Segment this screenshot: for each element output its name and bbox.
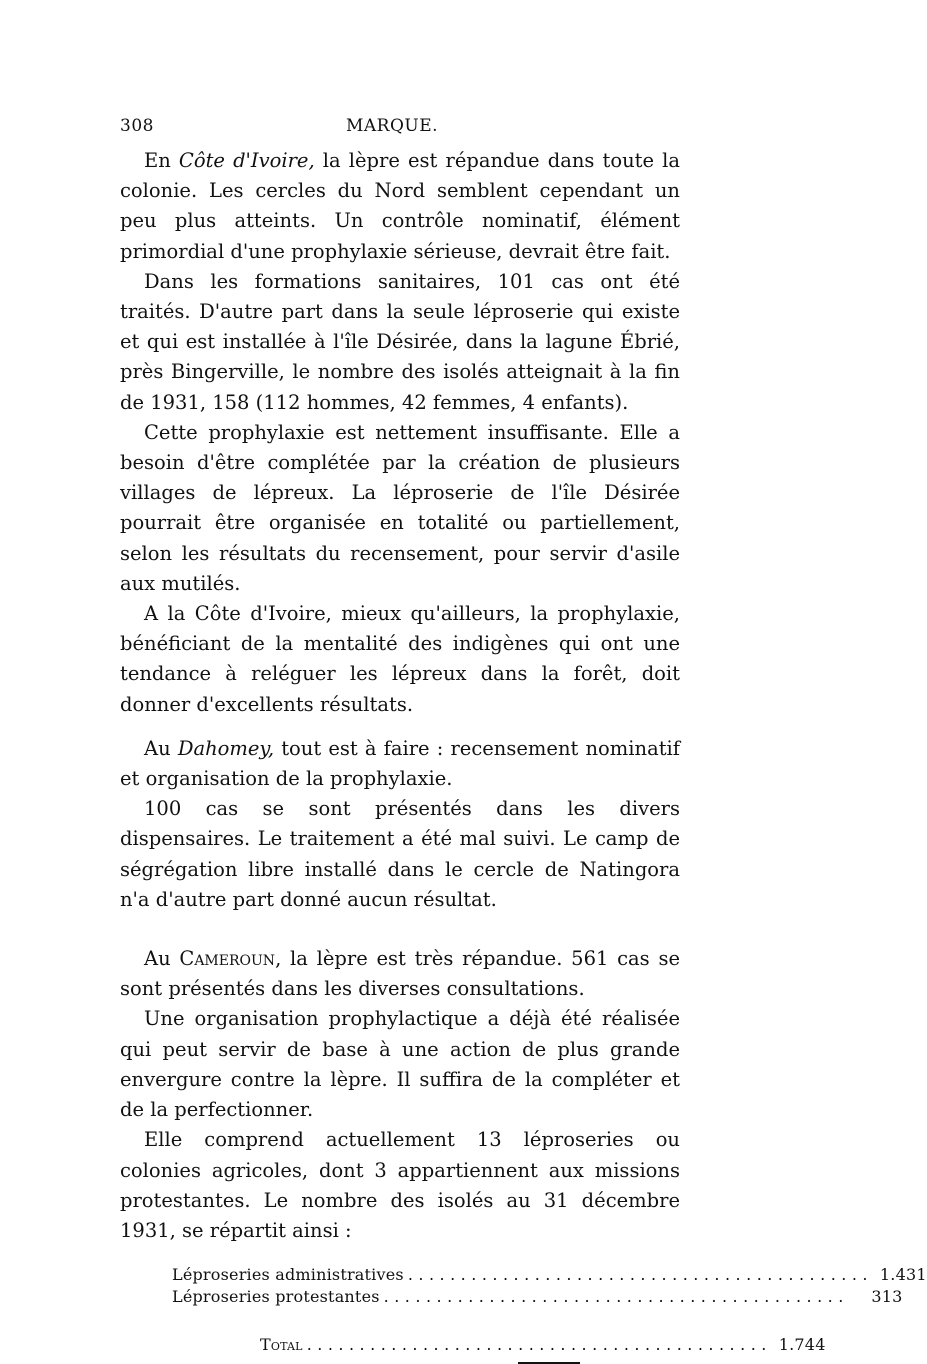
paragraph-cameroun (120, 944, 680, 1004)
dot-leader: . . . . . . . . . . . . . . . . . . . . . . . . . . . . . . . . . . . . . . . . . . . . (407, 1265, 868, 1285)
dot-leader: . . . . . . . . . . . . . . . . . . . . . . . . . . . . . . . . . . . . . . . . . . . . (306, 1335, 767, 1355)
total-row (260, 1334, 826, 1356)
paragraph-mentalite-indigenes: A la Côte d'Ivoire, mieux qu'ailleurs, la prophylaxie, bénéficiant de la mentalité des indigènes qui ont une tendance à reléguer les lépreux dans la forêt, doit donner d'excellents résultats. (120, 602, 680, 716)
paragraph-lead: Au (144, 736, 178, 760)
table-row (172, 1286, 903, 1308)
place-name-cameroun: Cameroun (179, 947, 276, 971)
total-label: Total (260, 1335, 303, 1355)
table-row (172, 1264, 927, 1286)
paragraph-lead: En (144, 149, 179, 172)
paragraph-leproseries-count: Elle comprend actuellement 13 léproseries ou colonies agricoles, dont 3 appartiennent aux missions protestantes. Le nombre des isolés au 31 décembre 1931, se répartit ainsi : (120, 1128, 680, 1242)
paragraph-body: la lèpre est répandue dans toute la colonie. Les cercles du Nord semblent cependant un peu plus atteints. Un contrôle nominatif, élément primordial d'une prophylaxie sérieuse, devrait être fait. (120, 149, 680, 263)
paragraph-formations-sanitaires: Dans les formations sanitaires, 101 cas ont été traités. D'autre part dans la seule léproserie qui existe et qui est installée à l'île Désirée, dans la lagune Ébrié, près Bingerville, le nombre des isolés atteignait à la fin de 1931, 158 (112 hommes, 42 femmes, 4 enfants). (120, 269, 680, 414)
running-head (120, 116, 680, 146)
place-name-dahomey: Dahomey, (177, 736, 275, 760)
paragraph-dahomey (120, 734, 680, 794)
row-value: 313 (871, 1287, 903, 1307)
paragraph-cote-divoire (120, 146, 680, 267)
paragraph-prophylaxie-insuffisante: Cette prophylaxie est nettement insuffisante. Elle a besoin d'être complétée par la création de plusieurs villages de lépreux. La léproserie de l'île Désirée pourrait être organisée en totalité ou partiellement, selon les résultats du recensement, pour servir d'asile aux mutilés. (120, 420, 680, 595)
isolates-table (172, 1264, 927, 1308)
page-number: 308 (120, 116, 154, 136)
paragraph-lead: Au (144, 947, 180, 971)
row-label: Léproseries protestantes (172, 1287, 380, 1307)
book-page (120, 116, 927, 1364)
paragraph-body: , la lèpre est très répandue. 561 cas se sont présentés dans les diverses consultations. (120, 947, 680, 1001)
row-label: Léproseries administratives (172, 1265, 404, 1285)
total-value: 1.744 (778, 1335, 826, 1355)
running-title: MARQUE. (346, 116, 439, 136)
paragraph-organisation-prophylactique: Une organisation prophylactique a déjà été réalisée qui peut servir de base à une action de plus grande envergure contre la lèpre. Il suffira de la compléter et de la perfectionner. (120, 1007, 680, 1122)
dot-leader: . . . . . . . . . . . . . . . . . . . . . . . . . . . . . . . . . . . . . . . . . . . . (383, 1287, 844, 1307)
row-value: 1.431 (879, 1265, 927, 1285)
paragraph-body: tout est à faire : recensement nominatif et organisation de la prophylaxie. (120, 736, 680, 791)
table-row-total (260, 1334, 826, 1356)
paragraph-dispensaires: 100 cas se sont présentés dans les divers dispensaires. Le traitement a été mal suivi. Le camp de ségrégation libre installé dans le cercle de Natingora n'a d'autre part donné aucun résultat. (120, 797, 680, 911)
place-name-cote-divoire: Côte d'Ivoire, (178, 149, 315, 172)
